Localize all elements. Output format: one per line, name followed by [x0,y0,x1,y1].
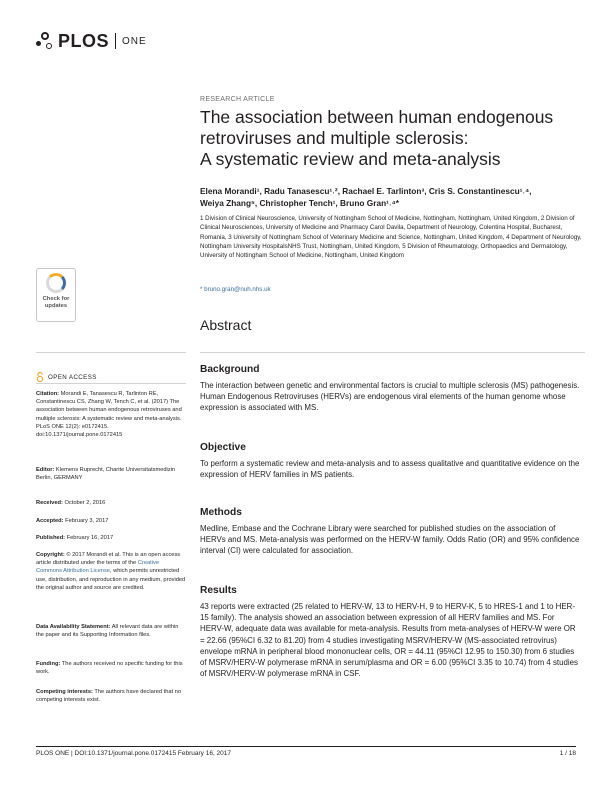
page-number: 1 / 18 [559,750,576,757]
methods-section [200,507,580,557]
author-line-2: Weiya Zhang⁵, Christopher Tench¹, Bruno Gran¹˒⁴* [200,198,399,208]
logo-journal: ONE [122,35,147,47]
background-section [200,364,580,414]
results-section [200,585,580,679]
open-lock-icon [36,372,44,382]
open-access-label: OPEN ACCESS [36,372,97,382]
methods-text: Medline, Embase and the Cochrane Library were searched for published studies on the association of HERVs and MS. Meta-analysis was performed on the HERV-W family. Odds Ratio (OR) and 95% confidence interval (CI) were calculated for association. [200,524,580,556]
article-type: RESEARCH ARTICLE [200,96,275,103]
objective-heading: Objective [200,442,246,453]
cc-license-link[interactable]: Creative Commons Attribution License [36,560,159,575]
check-updates-icon [46,273,66,293]
copyright-block: Copyright: © 2017 Morandi et al. This is an open access article distributed under the terms of the Creative Commons Attribution License, which permits unrestricted use, distribution, and reproduction in any medium, provided the original author and source are credited. [36,552,186,591]
abstract-divider [200,352,585,353]
published-block: Published: February 16, 2017 [36,535,114,541]
corresponding-email[interactable]: * bruno.gran@nuh.nhs.uk [200,286,271,293]
plos-dots-icon [36,32,54,50]
abstract-heading: Abstract [200,317,252,333]
background-text: The interaction between genetic and environmental factors is crucial to multiple sclerosis (MS) pathogenesis. Human Endogenous Retroviruses (HERVs) are endogenous viral elements of the human genome whose expression is associated with MS. [200,381,580,413]
competing-interests-block: Competing interests: The authors have declared that no competing interests exist. [36,689,182,704]
author-line-1: Elena Morandi¹, Radu Tanasescu¹˒², Rachael E. Tarlinton³, Cris S. Constantinescu¹˒⁴, [200,186,532,196]
sidebar-divider [36,383,186,384]
footer-doi: PLOS ONE | DOI:10.1371/journal.pone.0172415 February 16, 2017 [36,750,232,757]
methods-heading: Methods [200,507,242,518]
received-block: Received: October 2, 2016 [36,500,106,506]
data-availability-block: Data Availability Statement: All relevant data are within the paper and its Supporting Information files. [36,624,179,639]
footer-divider [36,746,576,747]
objective-text: To perform a systematic review and meta-analysis and to assess qualitative and quantitative evidence on the expression of HERV families in MS patients. [200,459,580,480]
badge-label: Check for updates [42,296,70,309]
background-heading: Background [200,364,260,375]
objective-section [200,442,580,480]
article-title [200,107,580,170]
results-text: 43 reports were extracted (25 related to HERV-W, 13 to HERV-H, 9 to HERV-K, 5 to HRES-1 and 1 to HER-15 family). The analysis showed an association between expression of all HERV families and MS. For HERV-W, adequate data was available for meta-analysis. Results from meta-analyses of HERV-W were OR = 22.66 (95%CI 6.32 to 81.20) from 4 studies investigating MSRV/HERV-W (MS-associated retrovirus) envelope mRNA in peripheral blood mononuclear cells, OR = 44.11 (95%CI 12.95 to 150.30) from 6 studies of MSRV/HERV-W polymerase mRNA in serum/plasma and OR = 6.00 (95%CI 3.35 to 10.74) from 4 studies of MSRV/HERV-W polymerase mRNA in CSF. [200,602,578,679]
title-line-3: A systematic review and meta-analysis [200,149,501,169]
accepted-block: Accepted: February 3, 2017 [36,518,109,524]
author-list [200,185,590,209]
title-line-1: The association between human endogenous [200,107,554,127]
plos-logo [36,30,147,52]
check-for-updates-badge[interactable] [36,268,76,322]
logo-brand: PLOS [58,30,110,51]
title-line-2: retroviruses and multiple sclerosis: [200,128,469,148]
citation-block: Citation: Morandi E, Tanasescu R, Tarlinton RE, Constantinescu CS, Zhang W, Tench C, et al. (2017) The association between human endogenous retroviruses and multiple sclerosis: A systematic review and meta-analysis. PLoS ONE 12(2): e0172415. doi:10.1371/journal.pone.0172415 [36,391,182,439]
sidebar-divider-top [36,352,186,353]
editor-block: Editor: Klemens Ruprecht, Charite Universitatsmedizin Berlin, GERMANY [36,467,176,482]
logo-separator [115,33,116,49]
results-heading: Results [200,585,237,596]
affiliations: 1 Division of Clinical Neuroscience, University of Nottingham School of Medicine, Nottingham, Nottingham, United Kingdom, 2 Division of Clinical Neurosciences, University of Medicine and Pharmacy Carol Davila, Department of Neurology, Colentina Hospital, Bucharest, Romania, 3 University of Nottingham School of Veterinary Medicine and Science, Nottingham, United Kingdom, 4 Department of Neurology, Nottingham University HospitalsNHS Trust, Nottingham, United Kingdom, 5 Division of Rheumatology, Orthopaedics and Dermatology, University of Nottingham School of Medicine, Nottingham, United Kingdom [200,215,582,260]
funding-block: Funding: The authors received no specific funding for this work. [36,661,183,676]
